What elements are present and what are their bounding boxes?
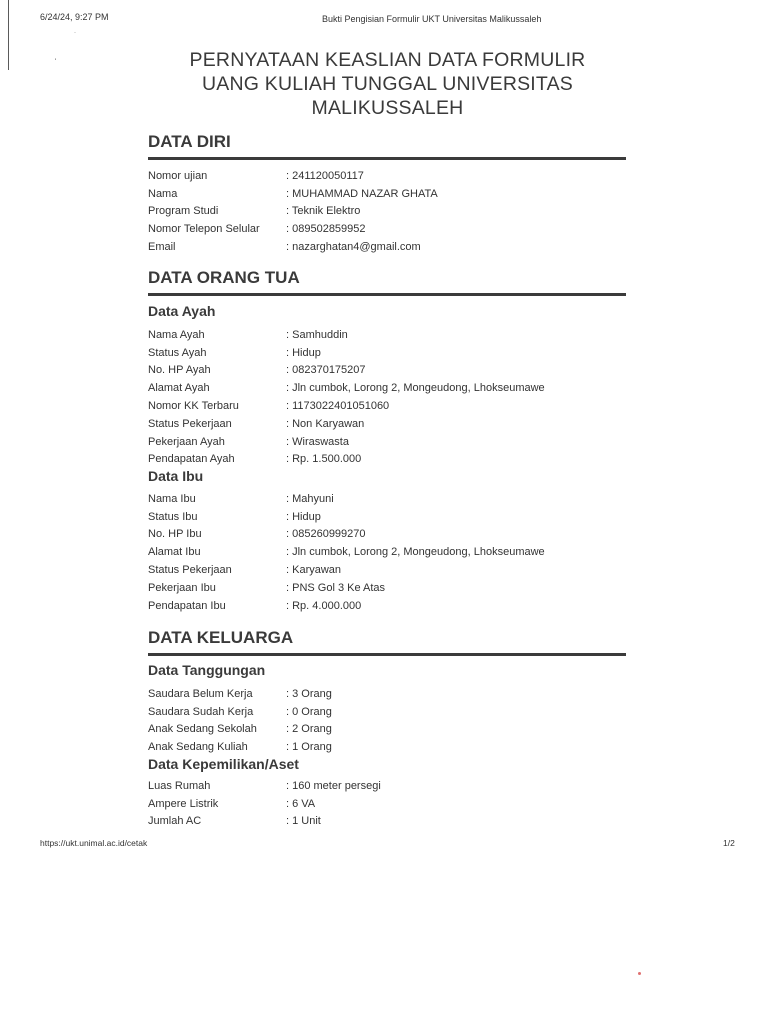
- field-row: [148, 685, 332, 703]
- field-value: : nazarghatan4@gmail.com: [286, 241, 421, 254]
- page-title-line: UANG KULIAH TUNGGAL UNIVERSITAS: [202, 73, 573, 95]
- field-row: [148, 397, 545, 415]
- field-row: [148, 543, 545, 561]
- field-value: : 085260999270: [286, 528, 366, 541]
- field-row: [148, 203, 438, 221]
- field-value: : 6 VA: [286, 797, 316, 810]
- field-row: [148, 415, 545, 433]
- field-label: Nama Ibu: [148, 492, 196, 505]
- section-heading-data-keluarga: DATA KELUARGA: [148, 628, 626, 656]
- field-value: : 2 Orang: [286, 723, 332, 736]
- field-value: : Hidup: [286, 346, 321, 359]
- page-title: [150, 48, 625, 120]
- scan-speck: ·: [74, 30, 76, 36]
- field-label: Saudara Belum Kerja: [148, 687, 253, 700]
- data-ayah-table: [148, 326, 545, 468]
- field-row: [148, 777, 381, 795]
- scan-speck: [638, 972, 641, 975]
- field-label: Saudara Sudah Kerja: [148, 705, 254, 718]
- field-value: : 089502859952: [286, 223, 366, 236]
- field-value: : Rp. 1.500.000: [286, 453, 362, 466]
- field-label: Luas Rumah: [148, 779, 211, 792]
- field-value: : 1 Orang: [286, 741, 332, 754]
- field-row: [148, 362, 545, 380]
- field-value: : 160 meter persegi: [286, 779, 381, 792]
- field-label: Nomor ujian: [148, 169, 208, 182]
- field-row: [148, 433, 545, 451]
- field-label: Status Pekerjaan: [148, 417, 232, 430]
- scan-speck: ˌ: [54, 50, 58, 61]
- field-label: Nama Ayah: [148, 328, 205, 341]
- field-label: Pekerjaan Ibu: [148, 581, 216, 594]
- subsection-heading-data-ayah: Data Ayah: [148, 303, 216, 319]
- field-value: : 3 Orang: [286, 687, 332, 700]
- field-label: Status Pekerjaan: [148, 564, 232, 577]
- field-label: Pendapatan Ibu: [148, 599, 226, 612]
- field-row: [148, 326, 545, 344]
- field-row: [148, 238, 438, 256]
- field-value: : 082370175207: [286, 364, 366, 377]
- field-value: : Teknik Elektro: [286, 205, 361, 218]
- field-row: [148, 344, 545, 362]
- field-row: [148, 597, 545, 615]
- page-title-line: MALIKUSSALEH: [311, 97, 464, 119]
- print-header-title: Bukti Pengisian Formulir UKT Universitas Malikussaleh: [322, 14, 542, 24]
- section-heading-data-orang-tua: DATA ORANG TUA: [148, 268, 626, 296]
- field-row: [148, 813, 381, 831]
- footer-page-number: 1/2: [723, 838, 735, 848]
- field-row: [148, 526, 545, 544]
- field-label: Anak Sedang Sekolah: [148, 723, 257, 736]
- field-label: Email: [148, 241, 176, 254]
- field-label: Nama: [148, 187, 178, 200]
- field-value: : Karyawan: [286, 564, 342, 577]
- field-row: [148, 561, 545, 579]
- field-label: Program Studi: [148, 205, 219, 218]
- field-value: : PNS Gol 3 Ke Atas: [286, 581, 386, 594]
- field-value: : Hidup: [286, 510, 321, 523]
- field-row: [148, 795, 381, 813]
- data-aset-table: [148, 777, 381, 830]
- field-label: Pendapatan Ayah: [148, 453, 235, 466]
- field-row: [148, 379, 545, 397]
- field-value: : Jln cumbok, Lorong 2, Mongeudong, Lhokseumawe: [286, 546, 545, 559]
- field-label: No. HP Ibu: [148, 528, 202, 541]
- data-diri-table: [148, 167, 438, 256]
- field-row: [148, 185, 438, 203]
- subsection-heading-data-tanggungan: Data Tanggungan: [148, 662, 266, 678]
- field-row: [148, 451, 545, 469]
- page-title-line: PERNYATAAN KEASLIAN DATA FORMULIR: [189, 49, 586, 71]
- field-row: [148, 220, 438, 238]
- field-label: Nomor KK Terbaru: [148, 400, 239, 413]
- field-row: [148, 738, 332, 756]
- data-ibu-table: [148, 490, 545, 615]
- field-value: : 1173022401051060: [286, 400, 390, 413]
- field-row: [148, 579, 545, 597]
- subsection-heading-data-aset: Data Kepemilikan/Aset: [148, 756, 299, 772]
- field-value: : Jln cumbok, Lorong 2, Mongeudong, Lhokseumawe: [286, 382, 545, 395]
- field-value: : Mahyuni: [286, 492, 334, 505]
- field-value: : 1 Unit: [286, 815, 321, 828]
- field-label: Jumlah AC: [148, 815, 202, 828]
- field-row: [148, 703, 332, 721]
- field-row: [148, 167, 438, 185]
- field-value: : Samhuddin: [286, 328, 348, 341]
- field-value: : MUHAMMAD NAZAR GHATA: [286, 187, 438, 200]
- field-row: [148, 490, 545, 508]
- field-row: [148, 721, 332, 739]
- data-tanggungan-table: [148, 685, 332, 756]
- field-label: Anak Sedang Kuliah: [148, 741, 248, 754]
- field-label: No. HP Ayah: [148, 364, 211, 377]
- print-datetime: 6/24/24, 9:27 PM: [40, 12, 109, 22]
- field-label: Pekerjaan Ayah: [148, 435, 225, 448]
- field-label: Ampere Listrik: [148, 797, 219, 810]
- field-value: : Non Karyawan: [286, 417, 365, 430]
- field-value: : Rp. 4.000.000: [286, 599, 362, 612]
- footer-url: https://ukt.unimal.ac.id/cetak: [40, 838, 148, 848]
- field-value: : Wiraswasta: [286, 435, 349, 448]
- field-value: : 0 Orang: [286, 705, 332, 718]
- subsection-heading-data-ibu: Data Ibu: [148, 468, 204, 484]
- field-label: Alamat Ayah: [148, 382, 210, 395]
- field-value: : 241120050117: [286, 169, 364, 182]
- field-label: Nomor Telepon Selular: [148, 223, 260, 236]
- field-label: Alamat Ibu: [148, 546, 201, 559]
- page-edge-line: [8, 0, 9, 70]
- field-label: Status Ayah: [148, 346, 207, 359]
- field-row: [148, 508, 545, 526]
- section-heading-data-diri: DATA DIRI: [148, 132, 626, 160]
- field-label: Status Ibu: [148, 510, 198, 523]
